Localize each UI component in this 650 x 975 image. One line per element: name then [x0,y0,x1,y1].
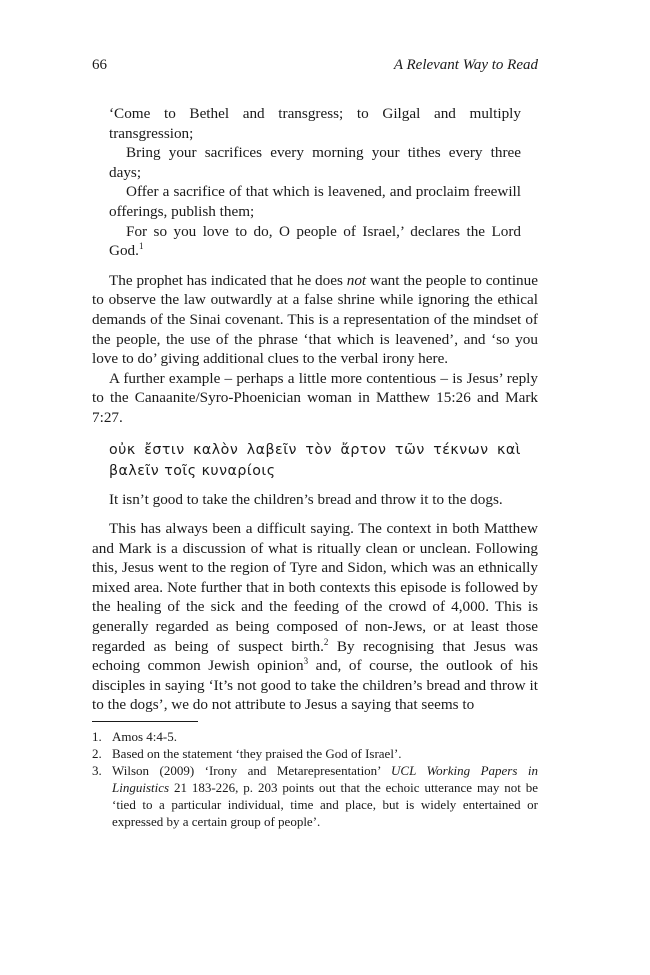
paragraph [92,519,538,715]
footnote-number: 2. [92,746,102,762]
paragraph-text: and, of course, the outlook of his disciples in saying ‘It’s not good to take the children’s bread and throw it to the dogs’, we do not attribute to Jesus a saying that seems to [92,657,538,714]
footnote [92,762,538,830]
footnote-text-part: 21 183-226, p. 203 points out that the echoic utterance may not be ‘tied to a particular individual, time and place, but is widely entertained or expressed by a certain group of people’. [112,780,538,830]
paragraph: A further example – perhaps a little more contentious – is Jesus’ reply to the Canaanite/Syro-Phoenician woman in Matthew 15:26 and Mark 7:27. [92,369,538,426]
quote-line [109,222,521,261]
quote-line: Offer a sacrifice of that which is leavened, and proclaim freewill offerings, publish them; [109,183,521,220]
translation-text: It isn’t good to take the children’s bread and throw it to the dogs. [109,490,503,508]
quote-line-text: For so you love to do, O people of Israel,’ declares the Lord God. [109,222,521,260]
emphasis: not [346,271,367,289]
paragraph-text: The prophet has indicated that he does [109,271,347,289]
paragraph-text: want the people to continue to observe the law outwardly at a false shrine while ignoring the ethical demands of the Sinai covenant. This is a representation of the mindset of the people, the use of the phrase ‘that which is leavened’, and ‘so you love to do’ giving additional clues to the verbal irony here. [92,271,538,368]
running-title: A Relevant Way to Read [393,57,538,73]
footnote [92,728,538,745]
footnote [92,745,538,762]
paragraph [92,271,538,369]
footnote-text-part: Wilson (2009) ‘Irony and Metarepresentation’ [112,763,392,779]
quote-line: Bring your sacrifices every morning your tithes every three days; [109,144,521,181]
footnote-number: 1. [92,729,102,745]
footnotes [92,728,538,830]
translation [109,490,521,510]
footnote-ref[interactable]: 1 [138,241,144,252]
greek-text: οὐκ ἔστιν καλὸν λαβεῖν τὸν ἄρτον τῶν τέκνων καὶ βαλεῖν τοῖς κυναρίοις [109,441,521,479]
greek-quote [109,440,521,482]
footnote-ref[interactable]: 2 [323,636,329,647]
block-quote [109,104,521,261]
page-header [92,56,538,74]
footnote-text [112,762,538,830]
footnote-text: Based on the statement ‘they praised the God of Israel’. [112,746,402,762]
emphasis: UCL Working Papers in Linguistics [112,763,538,796]
page-number: 66 [92,57,107,73]
body-text [92,271,538,428]
footnote-number: 3. [92,763,102,779]
quote-line: ‘Come to Bethel and transgress; to Gilgal and multiply transgression; [109,105,521,142]
footnote-text: Amos 4:4-5. [112,729,177,745]
body-text [92,519,538,715]
footnote-rule [92,721,198,722]
footnote-ref[interactable]: 3 [303,656,309,667]
paragraph-text: By recognising that Jesus was echoing common Jewish opinion [92,637,538,675]
paragraph-text: This has always been a difficult saying. The context in both Matthew and Mark is a discussion of what is ritually clean or unclean. Following this, Jesus went to the region of Tyre and Sidon, which was an ethnically mixed area. Note further that in both contexts this episode is followed by the healing of the sick and the feeding of the crowd of 4,000. This is generally regarded as being composed of non-Jews, or at least those regarded as being of suspect birth. [92,520,538,655]
page [92,56,538,830]
